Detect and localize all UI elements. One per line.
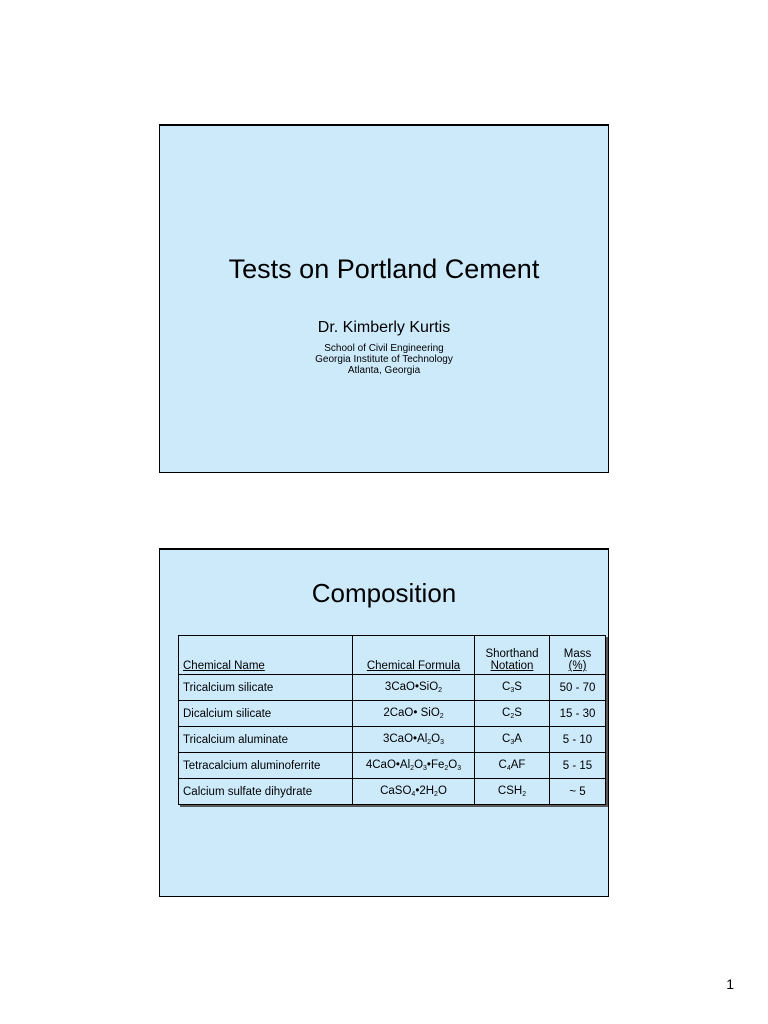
affiliation xyxy=(160,343,608,376)
slide-title: Composition xyxy=(311,578,457,608)
cell-shorthand: $C_2S$ xyxy=(475,701,550,727)
cell-chemical-name: Tricalcium silicate xyxy=(179,675,353,701)
cell-chemical-formula: $3CaO•Al_2O_3$ xyxy=(353,727,475,753)
table-header-row xyxy=(179,636,606,675)
cell-mass: 15 - 30 xyxy=(550,701,606,727)
cell-chemical-formula: $CaSO_4•2H_2O$ xyxy=(353,779,475,805)
cell-mass: 50 - 70 xyxy=(550,675,606,701)
cell-mass: 5 - 15 xyxy=(550,753,606,779)
composition-slide xyxy=(159,548,609,897)
affiliation-line: School of Civil Engineering xyxy=(324,343,444,354)
header-chemical-name: Chemical Name xyxy=(179,636,353,675)
table-row xyxy=(179,675,606,701)
author-name: Dr. Kimberly Kurtis xyxy=(317,319,451,336)
table-row xyxy=(179,727,606,753)
title-slide xyxy=(159,124,609,473)
slide-title: Tests on Portland Cement xyxy=(228,254,540,284)
cell-chemical-name: Dicalcium silicate xyxy=(179,701,353,727)
table-row xyxy=(179,779,606,805)
page-number: 1 xyxy=(726,976,734,992)
table-row xyxy=(179,753,606,779)
cell-chemical-name: Tetracalcium aluminoferrite xyxy=(179,753,353,779)
cell-chemical-formula: $4CaO•Al_2O_3•Fe_2O_3$ xyxy=(353,753,475,779)
header-mass-percent: Mass (%) xyxy=(550,636,606,675)
table-row xyxy=(179,701,606,727)
cell-shorthand: $C_3S$ xyxy=(475,675,550,701)
affiliation-line: Atlanta, Georgia xyxy=(347,365,421,376)
header-chemical-formula: Chemical Formula xyxy=(353,636,475,675)
cell-shorthand: $C_3A$ xyxy=(475,727,550,753)
header-shorthand-notation: Shorthand Notation xyxy=(475,636,550,675)
cell-mass: 5 - 10 xyxy=(550,727,606,753)
affiliation-line: Georgia Institute of Technology xyxy=(315,354,453,365)
cell-chemical-name: Calcium sulfate dihydrate xyxy=(179,779,353,805)
cell-chemical-formula: 2CaO• SiO$_2$ xyxy=(353,701,475,727)
cell-chemical-name: Tricalcium aluminate xyxy=(179,727,353,753)
cell-shorthand: $CSH_2$ xyxy=(475,779,550,805)
cell-chemical-formula: 3CaO•SiO$_2$ xyxy=(353,675,475,701)
composition-table xyxy=(178,635,606,805)
cell-shorthand: $C_4AF$ xyxy=(475,753,550,779)
cell-mass: ~ 5 xyxy=(550,779,606,805)
